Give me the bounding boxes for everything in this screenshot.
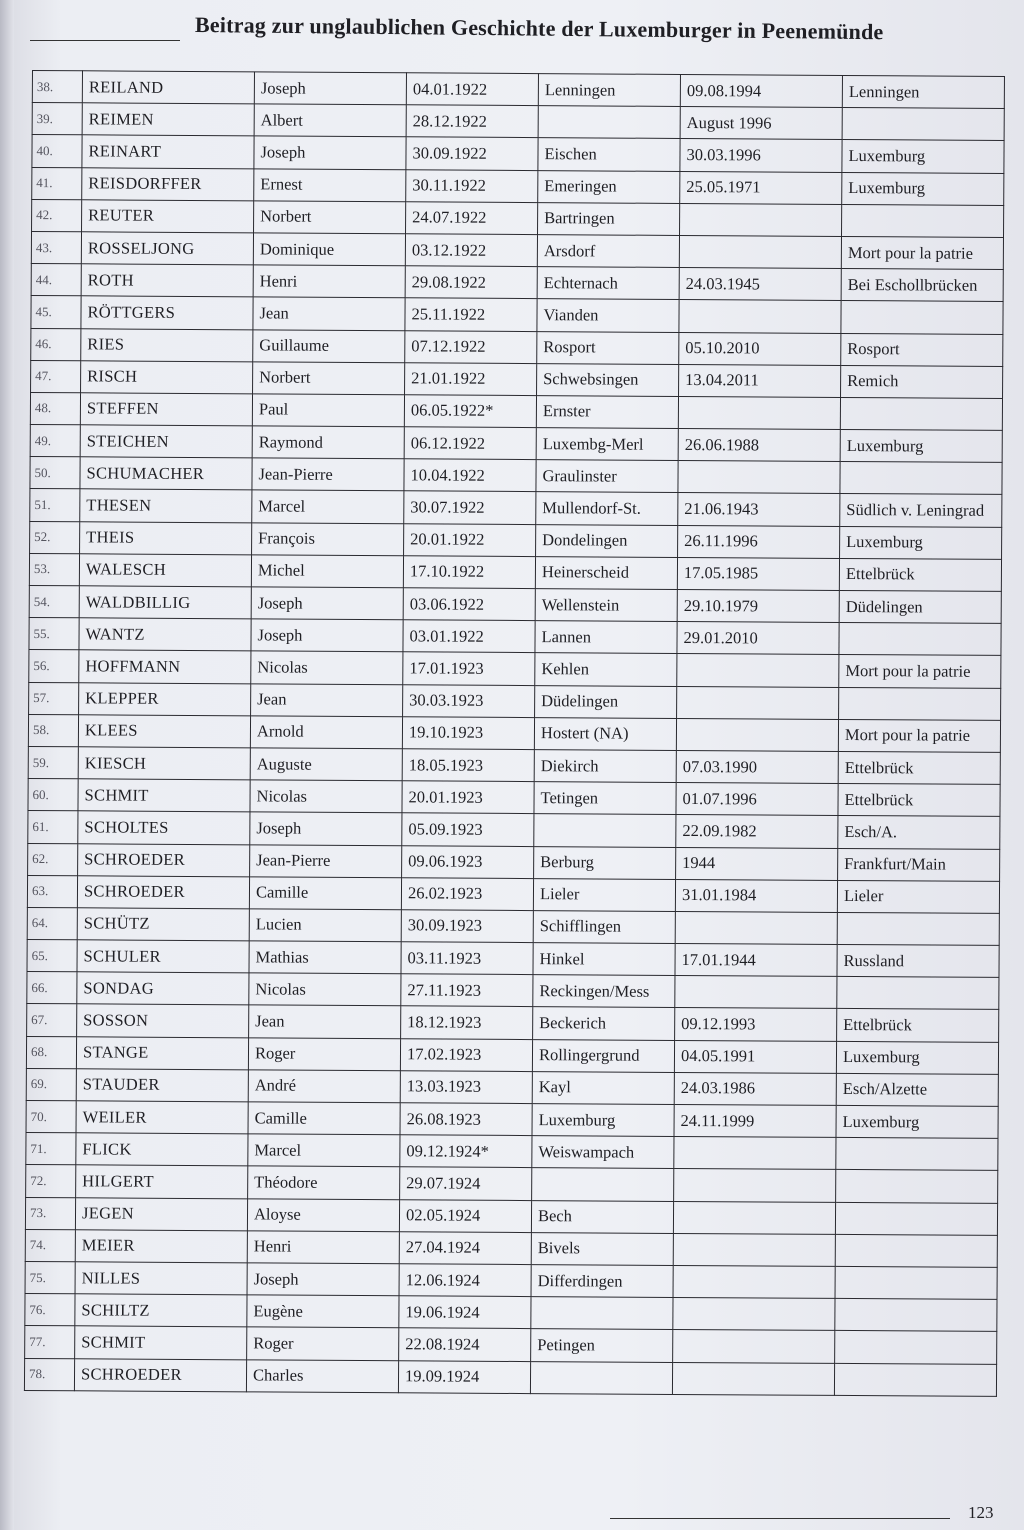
death-place-cell bbox=[836, 1138, 998, 1171]
birth-date-cell: 29.07.1924 bbox=[400, 1167, 532, 1200]
death-date-cell: 04.05.1991 bbox=[674, 1040, 836, 1073]
last-name-cell: REINART bbox=[82, 135, 254, 168]
death-date-cell: 25.05.1971 bbox=[680, 171, 842, 204]
first-name-cell: Dominique bbox=[253, 233, 405, 266]
birth-place-cell: Lieler bbox=[533, 878, 675, 911]
death-place-cell: Ettelbrück bbox=[839, 558, 1001, 591]
birth-place-cell: Rosport bbox=[537, 331, 679, 364]
death-date-cell: 26.06.1988 bbox=[678, 429, 840, 462]
death-date-cell bbox=[678, 461, 840, 494]
birth-date-cell: 26.02.1923 bbox=[401, 877, 533, 910]
death-date-cell: August 1996 bbox=[680, 107, 842, 140]
death-place-cell bbox=[834, 1363, 996, 1396]
last-name-cell: SCHROEDER bbox=[77, 875, 249, 908]
first-name-cell: Eugène bbox=[247, 1295, 399, 1328]
birth-date-cell: 03.01.1922 bbox=[403, 620, 535, 653]
birth-place-cell: Kayl bbox=[532, 1071, 674, 1104]
first-name-cell: Jean-Pierre bbox=[250, 844, 402, 877]
death-place-cell bbox=[839, 623, 1001, 656]
last-name-cell: WALDBILLIG bbox=[79, 586, 251, 619]
death-place-cell bbox=[835, 1234, 997, 1267]
death-place-cell: Düdelingen bbox=[839, 590, 1001, 623]
row-number-cell: 51. bbox=[30, 489, 80, 521]
death-date-cell: 24.03.1945 bbox=[679, 268, 841, 301]
row-number-cell: 54. bbox=[29, 585, 79, 617]
first-name-cell: Auguste bbox=[250, 748, 402, 781]
birth-place-cell: Hostert (NA) bbox=[534, 717, 676, 750]
row-number-cell: 52. bbox=[30, 521, 80, 553]
row-number-cell: 46. bbox=[31, 328, 81, 360]
birth-date-cell: 30.07.1922 bbox=[404, 491, 536, 524]
death-place-cell: Rosport bbox=[841, 333, 1003, 366]
first-name-cell: Jean bbox=[253, 297, 405, 330]
birth-place-cell: Graulinster bbox=[536, 460, 678, 493]
birth-place-cell: Lannen bbox=[535, 621, 677, 654]
birth-date-cell: 03.12.1922 bbox=[405, 234, 537, 267]
birth-date-cell: 25.11.1922 bbox=[405, 298, 537, 331]
row-number-cell: 58. bbox=[28, 714, 78, 746]
row-number-cell: 78. bbox=[24, 1358, 74, 1390]
death-place-cell bbox=[835, 1266, 997, 1299]
birth-place-cell: Düdelingen bbox=[535, 685, 677, 718]
row-number-cell: 43. bbox=[31, 231, 81, 263]
last-name-cell: SCHMIT bbox=[75, 1326, 247, 1359]
last-name-cell: WALESCH bbox=[79, 554, 251, 587]
page-gutter-shadow bbox=[0, 0, 14, 1530]
birth-place-cell bbox=[538, 106, 680, 139]
birth-date-cell: 03.11.1923 bbox=[401, 942, 533, 975]
death-date-cell: 30.03.1996 bbox=[680, 139, 842, 172]
death-place-cell bbox=[835, 1202, 997, 1235]
death-place-cell: Remich bbox=[841, 365, 1003, 398]
table-body bbox=[24, 71, 1004, 1397]
first-name-cell: Jean-Pierre bbox=[252, 458, 404, 491]
death-place-cell: Ettelbrück bbox=[837, 1009, 999, 1042]
birth-place-cell bbox=[534, 814, 676, 847]
birth-date-cell: 30.03.1923 bbox=[403, 684, 535, 717]
row-number-cell: 50. bbox=[30, 457, 80, 489]
death-date-cell: 24.03.1986 bbox=[674, 1072, 836, 1105]
death-date-cell: 21.06.1943 bbox=[678, 493, 840, 526]
row-number-cell: 74. bbox=[25, 1229, 75, 1261]
last-name-cell: WANTZ bbox=[79, 618, 251, 651]
birth-place-cell: Vianden bbox=[537, 299, 679, 332]
row-number-cell: 57. bbox=[29, 682, 79, 714]
death-date-cell bbox=[673, 1330, 835, 1363]
death-date-cell: 29.01.2010 bbox=[677, 622, 839, 655]
last-name-cell: THESEN bbox=[80, 489, 252, 522]
birth-place-cell: Emeringen bbox=[538, 170, 680, 203]
death-place-cell: Ettelbrück bbox=[838, 784, 1000, 817]
first-name-cell: André bbox=[248, 1070, 400, 1103]
first-name-cell: Joseph bbox=[254, 72, 406, 105]
birth-place-cell: Bech bbox=[531, 1200, 673, 1233]
first-name-cell: Aloyse bbox=[247, 1198, 399, 1231]
birth-place-cell: Petingen bbox=[531, 1329, 673, 1362]
birth-date-cell: 03.06.1922 bbox=[403, 588, 535, 621]
death-date-cell bbox=[679, 235, 841, 268]
last-name-cell: STEICHEN bbox=[80, 425, 252, 458]
last-name-cell: REIMEN bbox=[82, 103, 254, 136]
first-name-cell: Roger bbox=[247, 1327, 399, 1360]
last-name-cell: WEILER bbox=[76, 1101, 248, 1134]
first-name-cell: Michel bbox=[251, 555, 403, 588]
row-number-cell: 45. bbox=[31, 296, 81, 328]
death-place-cell bbox=[840, 462, 1002, 495]
first-name-cell: Joseph bbox=[250, 812, 402, 845]
death-place-cell: Esch/Alzette bbox=[836, 1073, 998, 1106]
row-number-cell: 38. bbox=[32, 71, 82, 103]
death-place-cell: Bei Eschollbrücken bbox=[841, 269, 1003, 302]
birth-date-cell: 09.12.1924* bbox=[400, 1135, 532, 1168]
birth-date-cell: 13.03.1923 bbox=[400, 1071, 532, 1104]
first-name-cell: Nicolas bbox=[250, 780, 402, 813]
row-number-cell: 69. bbox=[26, 1068, 76, 1100]
row-number-cell: 70. bbox=[26, 1100, 76, 1132]
birth-date-cell: 17.01.1923 bbox=[403, 652, 535, 685]
birth-place-cell: Beckerich bbox=[533, 1007, 675, 1040]
last-name-cell: MEIER bbox=[75, 1230, 247, 1263]
birth-date-cell: 09.06.1923 bbox=[402, 845, 534, 878]
birth-date-cell: 26.08.1923 bbox=[400, 1103, 532, 1136]
birth-place-cell: Eischen bbox=[538, 138, 680, 171]
birth-place-cell: Luxemburg bbox=[532, 1104, 674, 1137]
birth-place-cell: Lenningen bbox=[538, 74, 680, 107]
death-date-cell bbox=[673, 1201, 835, 1234]
page-number: 123 bbox=[968, 1503, 994, 1522]
row-number-cell: 64. bbox=[27, 907, 77, 939]
last-name-cell: SCHOLTES bbox=[78, 811, 250, 844]
birth-place-cell bbox=[531, 1297, 673, 1330]
birth-place-cell: Heinerscheid bbox=[535, 556, 677, 589]
last-name-cell: SOSSON bbox=[77, 1004, 249, 1037]
birth-place-cell: Reckingen/Mess bbox=[533, 975, 675, 1008]
birth-place-cell: Arsdorf bbox=[537, 235, 679, 268]
last-name-cell: SCHÜTZ bbox=[77, 908, 249, 941]
last-name-cell: THEIS bbox=[80, 521, 252, 554]
row-number-cell: 56. bbox=[29, 650, 79, 682]
first-name-cell: Camille bbox=[248, 1102, 400, 1135]
row-number-cell: 63. bbox=[27, 875, 77, 907]
row-number-cell: 77. bbox=[25, 1326, 75, 1358]
birth-date-cell: 20.01.1922 bbox=[404, 523, 536, 556]
birth-date-cell: 12.06.1924 bbox=[399, 1264, 531, 1297]
row-number-cell: 73. bbox=[25, 1197, 75, 1229]
row-number-cell: 39. bbox=[32, 103, 82, 135]
last-name-cell: STEFFEN bbox=[80, 393, 252, 426]
death-place-cell: Lenningen bbox=[842, 75, 1004, 108]
veterans-table bbox=[24, 70, 1005, 1397]
birth-place-cell: Schwebsingen bbox=[537, 363, 679, 396]
death-date-cell: 17.05.1985 bbox=[677, 557, 839, 590]
death-date-cell bbox=[673, 1233, 835, 1266]
first-name-cell: Joseph bbox=[251, 587, 403, 620]
death-date-cell: 1944 bbox=[676, 847, 838, 880]
first-name-cell: Nicolas bbox=[249, 973, 401, 1006]
birth-date-cell: 24.07.1922 bbox=[406, 202, 538, 235]
row-number-cell: 55. bbox=[29, 618, 79, 650]
last-name-cell: FLICK bbox=[76, 1133, 248, 1166]
death-date-cell bbox=[675, 976, 837, 1009]
first-name-cell: Lucien bbox=[249, 909, 401, 942]
death-place-cell: Luxemburg bbox=[842, 140, 1004, 173]
last-name-cell: STAUDER bbox=[76, 1069, 248, 1102]
death-date-cell: 07.03.1990 bbox=[676, 750, 838, 783]
birth-place-cell: Differdingen bbox=[531, 1265, 673, 1298]
death-date-cell bbox=[677, 654, 839, 687]
last-name-cell: HILGERT bbox=[76, 1165, 248, 1198]
death-place-cell: Frankfurt/Main bbox=[838, 848, 1000, 881]
death-date-cell: 13.04.2011 bbox=[679, 364, 841, 397]
last-name-cell: NILLES bbox=[75, 1262, 247, 1295]
birth-date-cell: 30.09.1923 bbox=[401, 910, 533, 943]
death-place-cell bbox=[841, 301, 1003, 334]
birth-date-cell: 18.05.1923 bbox=[402, 749, 534, 782]
row-number-cell: 48. bbox=[30, 392, 80, 424]
birth-place-cell: Hinkel bbox=[533, 943, 675, 976]
row-number-cell: 76. bbox=[25, 1294, 75, 1326]
first-name-cell: Charles bbox=[246, 1359, 398, 1392]
last-name-cell: ROSSELJONG bbox=[81, 232, 253, 265]
first-name-cell: Jean bbox=[251, 683, 403, 716]
first-name-cell: Norbert bbox=[253, 362, 405, 395]
birth-date-cell: 19.09.1924 bbox=[398, 1360, 530, 1393]
row-number-cell: 61. bbox=[28, 811, 78, 843]
death-date-cell bbox=[673, 1265, 835, 1298]
death-place-cell bbox=[839, 687, 1001, 720]
first-name-cell: Norbert bbox=[254, 201, 406, 234]
death-date-cell: 29.10.1979 bbox=[677, 589, 839, 622]
birth-place-cell: Echternach bbox=[537, 267, 679, 300]
death-place-cell: Luxemburg bbox=[836, 1105, 998, 1138]
birth-date-cell: 17.02.1923 bbox=[400, 1038, 532, 1071]
row-number-cell: 60. bbox=[28, 779, 78, 811]
last-name-cell: REUTER bbox=[82, 200, 254, 233]
table-row bbox=[24, 1358, 996, 1396]
birth-place-cell: Schifflingen bbox=[533, 910, 675, 943]
last-name-cell: SCHROEDER bbox=[74, 1358, 246, 1391]
first-name-cell: Théodore bbox=[248, 1166, 400, 1199]
death-date-cell bbox=[679, 300, 841, 333]
birth-date-cell: 22.08.1924 bbox=[399, 1328, 531, 1361]
header-rule bbox=[30, 40, 180, 41]
row-number-cell: 67. bbox=[27, 1004, 77, 1036]
last-name-cell: SCHROEDER bbox=[78, 843, 250, 876]
last-name-cell: SCHUMACHER bbox=[80, 457, 252, 490]
birth-date-cell: 06.12.1922 bbox=[404, 427, 536, 460]
last-name-cell: REILAND bbox=[82, 71, 254, 104]
death-date-cell bbox=[676, 718, 838, 751]
row-number-cell: 47. bbox=[31, 360, 81, 392]
row-number-cell: 65. bbox=[27, 940, 77, 972]
birth-date-cell: 30.09.1922 bbox=[406, 137, 538, 170]
first-name-cell: Marcel bbox=[252, 490, 404, 523]
death-place-cell: Mort pour la patrie bbox=[841, 236, 1003, 269]
last-name-cell: RISCH bbox=[81, 360, 253, 393]
death-place-cell: Mort pour la patrie bbox=[838, 719, 1000, 752]
death-place-cell: Südlich v. Leningrad bbox=[840, 494, 1002, 527]
birth-date-cell: 29.08.1922 bbox=[405, 266, 537, 299]
first-name-cell: Henri bbox=[247, 1231, 399, 1264]
death-date-cell: 01.07.1996 bbox=[676, 783, 838, 816]
death-place-cell bbox=[835, 1331, 997, 1364]
first-name-cell: Arnold bbox=[250, 716, 402, 749]
first-name-cell: Albert bbox=[254, 104, 406, 137]
death-date-cell: 09.12.1993 bbox=[675, 1008, 837, 1041]
birth-date-cell: 07.12.1922 bbox=[405, 330, 537, 363]
death-date-cell: 17.01.1944 bbox=[675, 944, 837, 977]
first-name-cell: Nicolas bbox=[251, 651, 403, 684]
death-date-cell bbox=[674, 1169, 836, 1202]
birth-place-cell: Rollingergrund bbox=[532, 1039, 674, 1072]
death-date-cell: 22.09.1982 bbox=[676, 815, 838, 848]
birth-date-cell: 04.01.1922 bbox=[406, 73, 538, 106]
birth-date-cell: 27.11.1923 bbox=[401, 974, 533, 1007]
birth-date-cell: 28.12.1922 bbox=[406, 105, 538, 138]
death-date-cell bbox=[673, 1298, 835, 1331]
row-number-cell: 44. bbox=[31, 264, 81, 296]
last-name-cell: RIES bbox=[81, 328, 253, 361]
birth-place-cell: Dondelingen bbox=[536, 524, 678, 557]
birth-date-cell: 19.06.1924 bbox=[399, 1296, 531, 1329]
row-number-cell: 40. bbox=[32, 135, 82, 167]
death-place-cell bbox=[836, 1170, 998, 1203]
birth-date-cell: 02.05.1924 bbox=[399, 1199, 531, 1232]
row-number-cell: 68. bbox=[26, 1036, 76, 1068]
death-place-cell: Luxemburg bbox=[842, 172, 1004, 205]
birth-place-cell: Tetingen bbox=[534, 782, 676, 815]
birth-date-cell: 06.05.1922* bbox=[404, 395, 536, 428]
death-place-cell bbox=[841, 204, 1003, 237]
death-place-cell bbox=[837, 912, 999, 945]
birth-date-cell: 18.12.1923 bbox=[401, 1006, 533, 1039]
birth-place-cell: Bivels bbox=[531, 1232, 673, 1265]
first-name-cell: Guillaume bbox=[253, 329, 405, 362]
row-number-cell: 75. bbox=[25, 1261, 75, 1293]
first-name-cell: François bbox=[252, 522, 404, 555]
first-name-cell: Raymond bbox=[252, 426, 404, 459]
first-name-cell: Marcel bbox=[248, 1134, 400, 1167]
last-name-cell: SONDAG bbox=[77, 972, 249, 1005]
birth-date-cell: 27.04.1924 bbox=[399, 1232, 531, 1265]
birth-place-cell: Bartringen bbox=[538, 202, 680, 235]
first-name-cell: Joseph bbox=[251, 619, 403, 652]
footer-rule bbox=[610, 1518, 950, 1519]
death-place-cell: Ettelbrück bbox=[838, 751, 1000, 784]
death-date-cell bbox=[680, 203, 842, 236]
first-name-cell: Henri bbox=[253, 265, 405, 298]
row-number-cell: 53. bbox=[29, 553, 79, 585]
death-place-cell: Luxemburg bbox=[840, 430, 1002, 463]
row-number-cell: 42. bbox=[32, 199, 82, 231]
death-place-cell: Esch/A. bbox=[838, 816, 1000, 849]
last-name-cell: KLEES bbox=[78, 715, 250, 748]
row-number-cell: 59. bbox=[28, 746, 78, 778]
last-name-cell: JEGEN bbox=[75, 1197, 247, 1230]
last-name-cell: HOFFMANN bbox=[79, 650, 251, 683]
first-name-cell: Joseph bbox=[247, 1263, 399, 1296]
birth-place-cell: Wellenstein bbox=[535, 589, 677, 622]
death-place-cell: Luxemburg bbox=[840, 526, 1002, 559]
death-date-cell: 26.11.1996 bbox=[678, 525, 840, 558]
death-place-cell: Lieler bbox=[837, 880, 999, 913]
row-number-cell: 62. bbox=[28, 843, 78, 875]
last-name-cell: SCHMIT bbox=[78, 779, 250, 812]
birth-place-cell bbox=[532, 1168, 674, 1201]
death-place-cell bbox=[842, 108, 1004, 141]
birth-place-cell: Kehlen bbox=[535, 653, 677, 686]
last-name-cell: KLEPPER bbox=[79, 682, 251, 715]
first-name-cell: Paul bbox=[252, 394, 404, 427]
death-date-cell: 09.08.1994 bbox=[680, 74, 842, 107]
row-number-cell: 41. bbox=[32, 167, 82, 199]
birth-date-cell: 17.10.1922 bbox=[403, 556, 535, 589]
row-number-cell: 72. bbox=[26, 1165, 76, 1197]
last-name-cell: STANGE bbox=[76, 1036, 248, 1069]
first-name-cell: Mathias bbox=[249, 941, 401, 974]
death-date-cell bbox=[674, 1137, 836, 1170]
death-date-cell bbox=[677, 686, 839, 719]
birth-place-cell bbox=[530, 1361, 672, 1394]
death-date-cell bbox=[678, 396, 840, 429]
birth-date-cell: 20.01.1923 bbox=[402, 781, 534, 814]
first-name-cell: Camille bbox=[249, 877, 401, 910]
birth-date-cell: 19.10.1923 bbox=[402, 717, 534, 750]
death-date-cell: 24.11.1999 bbox=[674, 1104, 836, 1137]
birth-date-cell: 30.11.1922 bbox=[406, 169, 538, 202]
birth-place-cell: Diekirch bbox=[534, 750, 676, 783]
row-number-cell: 71. bbox=[26, 1133, 76, 1165]
last-name-cell: SCHILTZ bbox=[75, 1294, 247, 1327]
first-name-cell: Joseph bbox=[254, 136, 406, 169]
death-place-cell: Luxemburg bbox=[836, 1041, 998, 1074]
death-place-cell: Mort pour la patrie bbox=[839, 655, 1001, 688]
birth-place-cell: Berburg bbox=[534, 846, 676, 879]
page-title: Beitrag zur unglaublichen Geschichte der Luxemburger in Peenemünde bbox=[194, 12, 884, 45]
death-date-cell: 31.01.1984 bbox=[675, 879, 837, 912]
last-name-cell: ROTH bbox=[81, 264, 253, 297]
row-number-cell: 49. bbox=[30, 425, 80, 457]
row-number-cell: 66. bbox=[27, 972, 77, 1004]
birth-place-cell: Luxembg-Merl bbox=[536, 428, 678, 461]
last-name-cell: KIESCH bbox=[78, 747, 250, 780]
birth-date-cell: 05.09.1923 bbox=[402, 813, 534, 846]
birth-place-cell: Mullendorf-St. bbox=[536, 492, 678, 525]
death-date-cell bbox=[672, 1362, 834, 1395]
last-name-cell: SCHULER bbox=[77, 940, 249, 973]
first-name-cell: Roger bbox=[248, 1037, 400, 1070]
death-place-cell bbox=[837, 977, 999, 1010]
death-date-cell: 05.10.2010 bbox=[679, 332, 841, 365]
birth-place-cell: Ernster bbox=[536, 395, 678, 428]
birth-date-cell: 10.04.1922 bbox=[404, 459, 536, 492]
birth-date-cell: 21.01.1922 bbox=[405, 362, 537, 395]
first-name-cell: Ernest bbox=[254, 168, 406, 201]
last-name-cell: RÖTTGERS bbox=[81, 296, 253, 329]
first-name-cell: Jean bbox=[249, 1005, 401, 1038]
last-name-cell: REISDORFFER bbox=[82, 167, 254, 200]
death-date-cell bbox=[675, 911, 837, 944]
birth-place-cell: Weiswampach bbox=[532, 1136, 674, 1169]
death-place-cell: Russland bbox=[837, 944, 999, 977]
death-place-cell bbox=[840, 397, 1002, 430]
death-place-cell bbox=[835, 1299, 997, 1332]
